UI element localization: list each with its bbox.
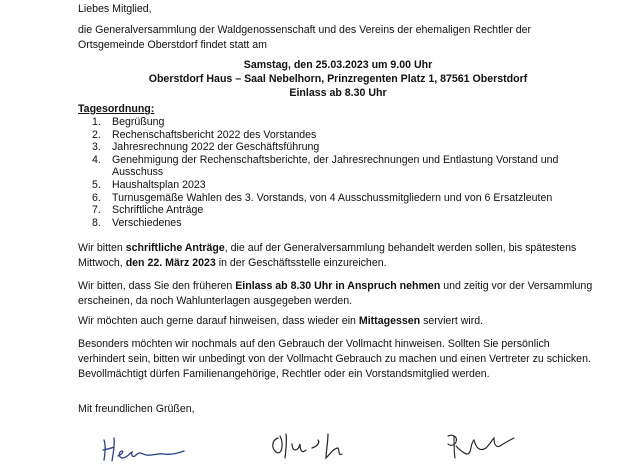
paragraph-antraege (78, 241, 598, 271)
para1-emphasis-date: den 22. März 2023 (125, 257, 216, 269)
event-entry: Einlass ab 8.30 Uhr (289, 87, 387, 99)
agenda-item-number: 3. (92, 141, 101, 154)
agenda-item-label: Verschiedenes (112, 216, 182, 229)
agenda-item (78, 204, 578, 217)
event-location: Oberstdorf Haus – Saal Nebelhorn, Prinzregenten Platz 1, 87561 Oberstdorf (148, 73, 528, 85)
agenda-item-number: 1. (92, 116, 101, 128)
agenda-item-label: Schriftliche Anträge (112, 204, 204, 217)
agenda-item-label: Haushaltsplan 2023 (112, 178, 206, 191)
agenda-item (78, 192, 578, 205)
agenda-item (78, 217, 578, 230)
agenda-item (78, 179, 578, 192)
agenda-item-number: 4. (92, 153, 101, 166)
agenda-item (78, 141, 578, 154)
agenda-item-number: 7. (92, 204, 101, 217)
para1-emphasis-antraege: schriftliche Anträge (125, 242, 225, 254)
paragraph-mittagessen (78, 314, 598, 329)
agenda-item-label: Turnusgemäße Wahlen des 3. Vorstands, von 4 Ausschussmitgliedern und von 6 Ersatzleuten (112, 191, 553, 204)
para2-text-c: und zeitig vor der Versammlung erscheinen, da noch Wahlunterlagen ausgegeben werden. (78, 280, 593, 307)
signature-3 (442, 430, 522, 462)
agenda-item-number: 8. (92, 216, 101, 229)
paragraph-vollmacht: Besonders möchten wir nochmals auf den Gebrauch der Vollmacht hinweisen. Sollten Sie persönlich verhindert sein, bitten wir unbedingt von der Vollmacht Gebrauch zu machen und einen Vertreter zu schicken. Bevollmächtigt dürfen Familienangehörige, Rechtler oder ein Vorstandsmitglied werden. (78, 338, 591, 380)
agenda-item-number: 2. (92, 128, 101, 141)
agenda-item (78, 116, 578, 129)
agenda-item (78, 154, 578, 179)
agenda-item-label: Begrüßung (112, 116, 165, 128)
agenda-item-label: Jahresrechnung 2022 der Geschäftsführung (112, 141, 320, 154)
para2-text-a: Wir bitten, dass Sie den früheren (78, 280, 236, 292)
agenda-item-number: 5. (92, 178, 101, 191)
para3-text-c: serviert wird. (420, 315, 484, 327)
para1-text-a: Wir bitten (78, 242, 126, 254)
greeting: Liebes Mitglied, (78, 3, 152, 15)
para3-emphasis-mittagessen: Mittagessen (358, 315, 421, 327)
closing: Mit freundlichen Grüßen, (78, 403, 195, 415)
agenda-item (78, 129, 578, 142)
para1-text-e: in der Geschäftsstelle einzureichen. (215, 257, 387, 269)
agenda-item-label: Rechenschaftsbericht 2022 des Vorstandes (112, 128, 317, 141)
agenda-heading: Tagesordnung: (78, 103, 155, 115)
signature-1 (100, 434, 190, 464)
agenda-item-label: Genehmigung der Rechenschaftsberichte, der Jahresrechnungen und Entlastung Vorstand und Ausschuss (112, 153, 559, 179)
agenda-item-number: 6. (92, 191, 101, 204)
intro-paragraph: die Generalversammlung der Waldgenossenschaft und des Vereins der ehemaligen Rechtler der Ortsgemeinde Oberstdorf findet statt am (78, 24, 532, 51)
event-date: Samstag, den 25.03.2023 um 9.00 Uhr (243, 59, 433, 71)
agenda-list (78, 116, 578, 229)
paragraph-einlass (78, 279, 598, 309)
signature-2 (268, 430, 363, 462)
para2-emphasis-einlass: Einlass ab 8.30 Uhr in Anspruch nehmen (235, 280, 441, 292)
para1-text-c: , die auf der Generalversammlung behandelt werden sollen, bis spätestens Mittwoch, (78, 242, 577, 269)
para3-text-a: Wir möchten auch gerne darauf hinweisen, dass wieder ein (78, 315, 359, 327)
